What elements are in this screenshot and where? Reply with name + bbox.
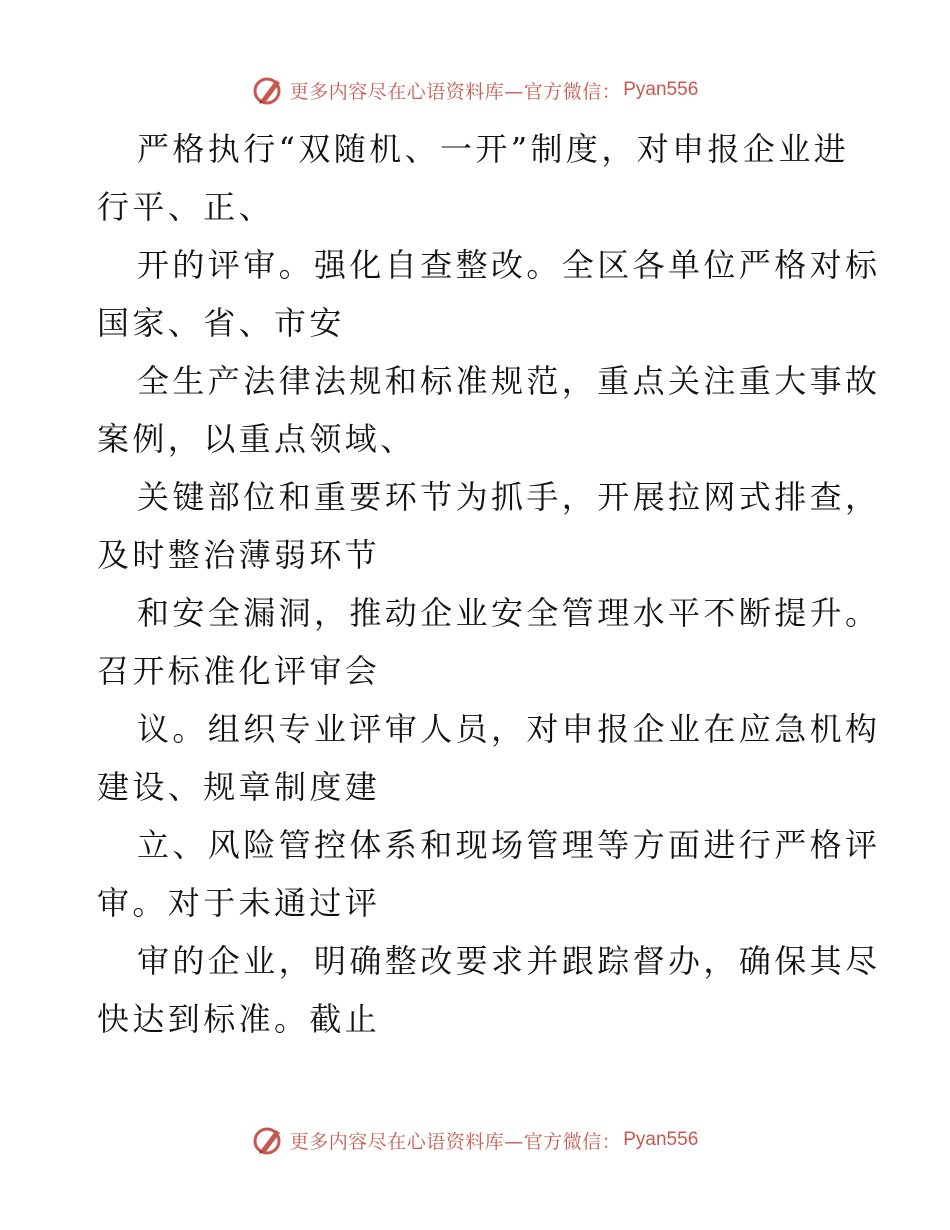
footer-banner-content bbox=[252, 1120, 699, 1160]
body-line: 行平、正、 bbox=[97, 188, 275, 226]
header-wechat-id: Pyan556 bbox=[623, 79, 699, 100]
body-line: 和安全漏洞，推动企业安全管理水平不断提升。 bbox=[137, 594, 881, 632]
body-line: 议。组织专业评审人员，对申报企业在应急机构 bbox=[137, 710, 881, 748]
body-line: 审。对于未通过评 bbox=[97, 884, 381, 922]
header-banner-content bbox=[252, 70, 699, 110]
body-line: 案例，以重点领域、 bbox=[97, 420, 416, 458]
header-banner bbox=[0, 70, 950, 110]
pen-logo-icon bbox=[252, 74, 284, 106]
body-line: 立、风险管控体系和现场管理等方面进行严格评 bbox=[137, 826, 881, 864]
body-line: 审的企业，明确整改要求并跟踪督办，确保其尽 bbox=[137, 942, 881, 980]
footer-banner-text: 更多内容尽在心语资料库—官方微信： bbox=[289, 1130, 622, 1153]
body-line: 关键部位和重要环节为抓手，开展拉网式排查， bbox=[137, 478, 881, 516]
footer-wechat-id: Pyan556 bbox=[623, 1129, 699, 1150]
body-line: 建设、规章制度建 bbox=[97, 768, 381, 806]
body-line: 召开标准化评审会 bbox=[97, 652, 381, 690]
body-line: 开的评审。强化自查整改。全区各单位严格对标 bbox=[137, 246, 881, 284]
header-banner-text: 更多内容尽在心语资料库—官方微信： bbox=[289, 80, 622, 103]
body-line: 严格执行“双随机、一开”制度，对申报企业进 bbox=[137, 130, 850, 168]
body-line: 及时整治薄弱环节 bbox=[97, 536, 381, 574]
body-line: 全生产法律法规和标准规范，重点关注重大事故 bbox=[137, 362, 881, 400]
pen-logo-icon bbox=[252, 1124, 284, 1156]
body-line: 国家、省、市安 bbox=[97, 304, 345, 342]
body-line: 快达到标准。截止 bbox=[97, 1000, 381, 1038]
footer-banner bbox=[0, 1120, 950, 1160]
document-body bbox=[97, 120, 881, 1048]
